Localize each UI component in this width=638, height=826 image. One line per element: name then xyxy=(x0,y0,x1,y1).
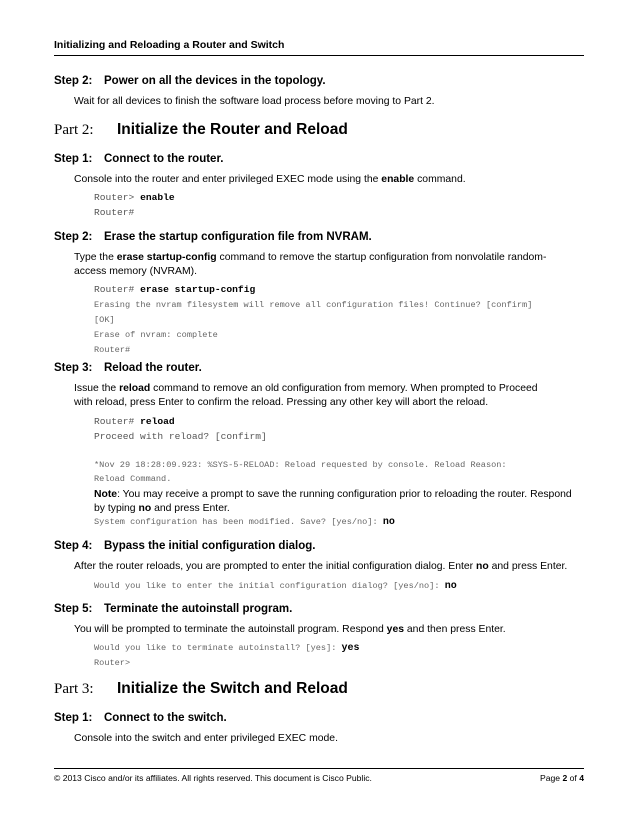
step-number: Step 1: xyxy=(54,712,93,724)
step-number: Step 5: xyxy=(54,603,93,615)
part-title: Initialize the Switch and Reload xyxy=(117,680,348,697)
part-number: Part 3: xyxy=(54,681,94,697)
step-number: Step 2: xyxy=(54,75,93,87)
header-rule xyxy=(54,55,584,56)
cli-line: Would you like to enter the initial configuration dialog? [yes/no]: no xyxy=(94,581,457,592)
step-body: Wait for all devices to finish the software load process before moving to Part 2. xyxy=(74,96,435,107)
step-body: After the router reloads, you are prompted to enter the initial configuration dialog. Enter no and press Enter. xyxy=(74,561,568,572)
step-body: You will be prompted to terminate the autoinstall program. Respond yes and then press Enter. xyxy=(74,624,506,635)
command-text: reload xyxy=(119,383,151,394)
step-body: Issue the reload command to remove an old configuration from memory. When prompted to Proceed with reload, press Enter to confirm the reload. Pressing any other key will abort the reload. xyxy=(74,383,538,408)
cli-line: Router# reload xyxy=(94,416,175,427)
cli-output: [OK] xyxy=(94,315,115,325)
command-text: no xyxy=(476,561,489,572)
cli-command: no xyxy=(444,581,457,592)
command-text: erase startup-config xyxy=(116,252,217,263)
page-header: Initializing and Reloading a Router and Switch xyxy=(54,39,285,51)
step-title: Connect to the switch. xyxy=(104,712,227,724)
command-text: yes xyxy=(386,624,405,635)
step-heading-power-on xyxy=(54,75,326,87)
step-title: Terminate the autoinstall program. xyxy=(104,603,293,615)
cli-command: reload xyxy=(140,416,175,427)
command-text: no xyxy=(138,503,152,514)
part-heading-2 xyxy=(54,121,348,139)
cli-line: Router> xyxy=(94,658,131,668)
step-title: Erase the startup configuration file from NVRAM. xyxy=(104,231,372,243)
cli-log: *Nov 29 18:28:09.923: %SYS-5-RELOAD: Reload requested by console. Reload Reason: xyxy=(94,460,507,470)
step-heading-bypass-dialog xyxy=(54,540,316,552)
step-number: Step 4: xyxy=(54,540,93,552)
cli-command: no xyxy=(382,517,395,528)
command-text: enable xyxy=(381,174,415,185)
cli-output: Proceed with reload? [confirm] xyxy=(94,431,267,442)
step-heading-reload-router xyxy=(54,362,202,374)
note-text: Note: You may receive a prompt to save the running configuration prior to reloading the router. Respond by typing no and press Enter. xyxy=(94,489,572,514)
cli-line: Router# erase startup-config xyxy=(94,284,256,295)
cli-output: Erasing the nvram filesystem will remove all configuration files! Continue? [confirm] xyxy=(94,300,533,310)
step-number: Step 3: xyxy=(54,362,93,374)
cli-line: Would you like to terminate autoinstall? [yes]: yes xyxy=(94,643,360,654)
part-heading-3 xyxy=(54,680,348,698)
cli-command: erase startup-config xyxy=(140,284,256,295)
cli-line: Router> enable xyxy=(94,192,175,203)
step-body: Console into the router and enter privileged EXEC mode using the enable command. xyxy=(74,174,466,185)
cli-line: Router# xyxy=(94,207,135,218)
step-heading-erase-startup xyxy=(54,231,372,243)
cli-output: Erase of nvram: complete xyxy=(94,330,218,340)
step-body: Type the erase startup-config command to remove the startup configuration from nonvolatile random-access memory (NVRAM). xyxy=(74,252,547,277)
step-title: Reload the router. xyxy=(104,362,202,374)
step-title: Connect to the router. xyxy=(104,153,224,165)
cli-command: enable xyxy=(140,192,175,203)
step-title: Bypass the initial configuration dialog. xyxy=(104,540,316,552)
step-title: Power on all the devices in the topology. xyxy=(104,75,326,87)
step-body: Console into the switch and enter privileged EXEC mode. xyxy=(74,733,338,744)
step-number: Step 2: xyxy=(54,231,93,243)
note-label: Note xyxy=(94,489,118,500)
cli-output: Router# xyxy=(94,345,131,355)
page-number: Page 2 of 4 xyxy=(540,773,584,783)
cli-command: yes xyxy=(341,643,360,654)
part-title: Initialize the Router and Reload xyxy=(117,121,348,138)
footer-copyright: © 2013 Cisco and/or its affiliates. All rights reserved. This document is Cisco Public. xyxy=(54,773,372,783)
part-number: Part 2: xyxy=(54,122,94,138)
step-heading-connect-switch xyxy=(54,712,227,724)
step-number: Step 1: xyxy=(54,153,93,165)
step-heading-connect-router xyxy=(54,153,223,165)
step-heading-terminate-autoinstall xyxy=(54,603,292,615)
footer-rule xyxy=(54,768,584,769)
cli-line: System configuration has been modified. Save? [yes/no]: no xyxy=(94,517,395,528)
cli-log: Reload Command. xyxy=(94,474,172,484)
